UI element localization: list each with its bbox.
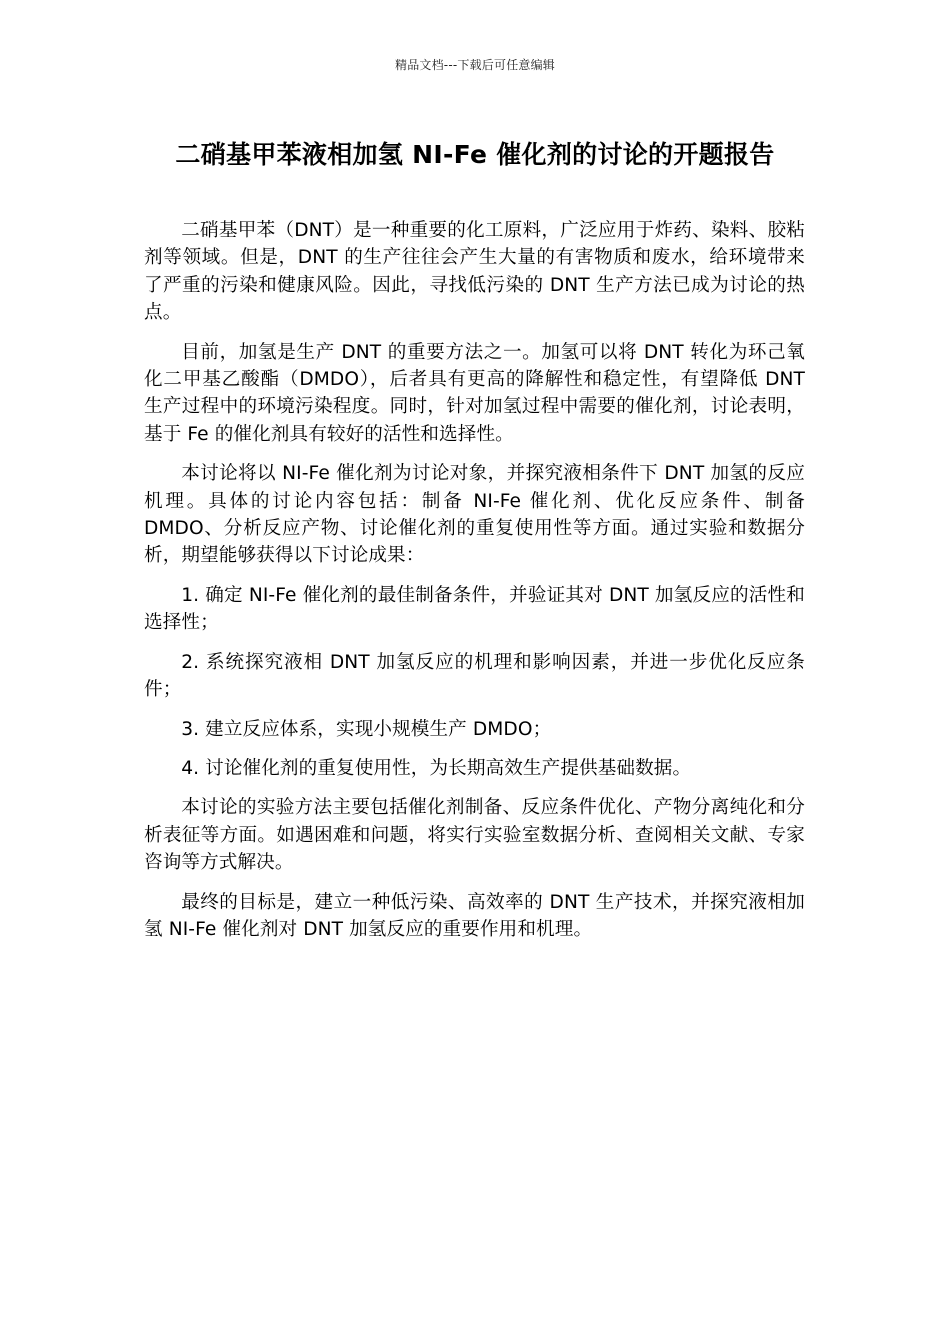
paragraph-final-goal: 最终的目标是，建立一种低污染、高效率的 DNT 生产技术，并探究液相加氢 NI-Fe 催化剂对 DNT 加氢反应的重要作用和机理。 [144, 891, 805, 940]
header-note: 精品文档---下载后可任意编辑 [395, 58, 555, 72]
list-item-goal-4: 4. 讨论催化剂的重复使用性，为长期高效生产提供基础数据。 [181, 757, 692, 779]
paragraph-research-plan: 本讨论将以 NI-Fe 催化剂为讨论对象，并探究液相条件下 DNT 加氢的反应机理。具体的讨论内容包括：制备 NI-Fe 催化剂、优化反应条件、制备 DMDO、分析反应产物、讨论催化剂的重复使用性等方面。通过实验和数据分析，期望能够获得以下讨论成果： [144, 463, 805, 567]
paragraph-current-methods: 目前，加氢是生产 DNT 的重要方法之一。加氢可以将 DNT 转化为环己氧化二甲基乙酸酯（DMDO），后者具有更高的降解性和稳定性，有望降低 DNT 生产过程中的环境污染程度。同时，针对加氢过程中需要的催化剂，讨论表明，基于 Fe 的催化剂具有较好的活性和选择性。 [144, 341, 805, 445]
list-item-goal-3: 3. 建立反应体系，实现小规模生产 DMDO； [181, 718, 552, 740]
list-item-goal-1: 1. 确定 NI-Fe 催化剂的最佳制备条件，并验证其对 DNT 加氢反应的活性和选择性； [144, 584, 805, 634]
document-title: 二硝基甲苯液相加氢 NI-Fe 催化剂的讨论的开题报告 [175, 140, 775, 169]
paragraph-introduction: 二硝基甲苯（DNT）是一种重要的化工原料，广泛应用于炸药、染料、胶粘剂等领域。但是，DNT 的生产往往会产生大量的有害物质和废水，给环境带来了严重的污染和健康风险。因此，寻找低污染的 DNT 生产方法已成为讨论的热点。 [144, 220, 805, 324]
document-body [144, 217, 805, 955]
list-item-goal-2: 2. 系统探究液相 DNT 加氢反应的机理和影响因素，并进一步优化反应条件； [144, 651, 805, 701]
paragraph-methods: 本讨论的实验方法主要包括催化剂制备、反应条件优化、产物分离纯化和分析表征等方面。如遇困难和问题，将实行实验室数据分析、查阅相关文献、专家咨询等方式解决。 [144, 797, 805, 874]
